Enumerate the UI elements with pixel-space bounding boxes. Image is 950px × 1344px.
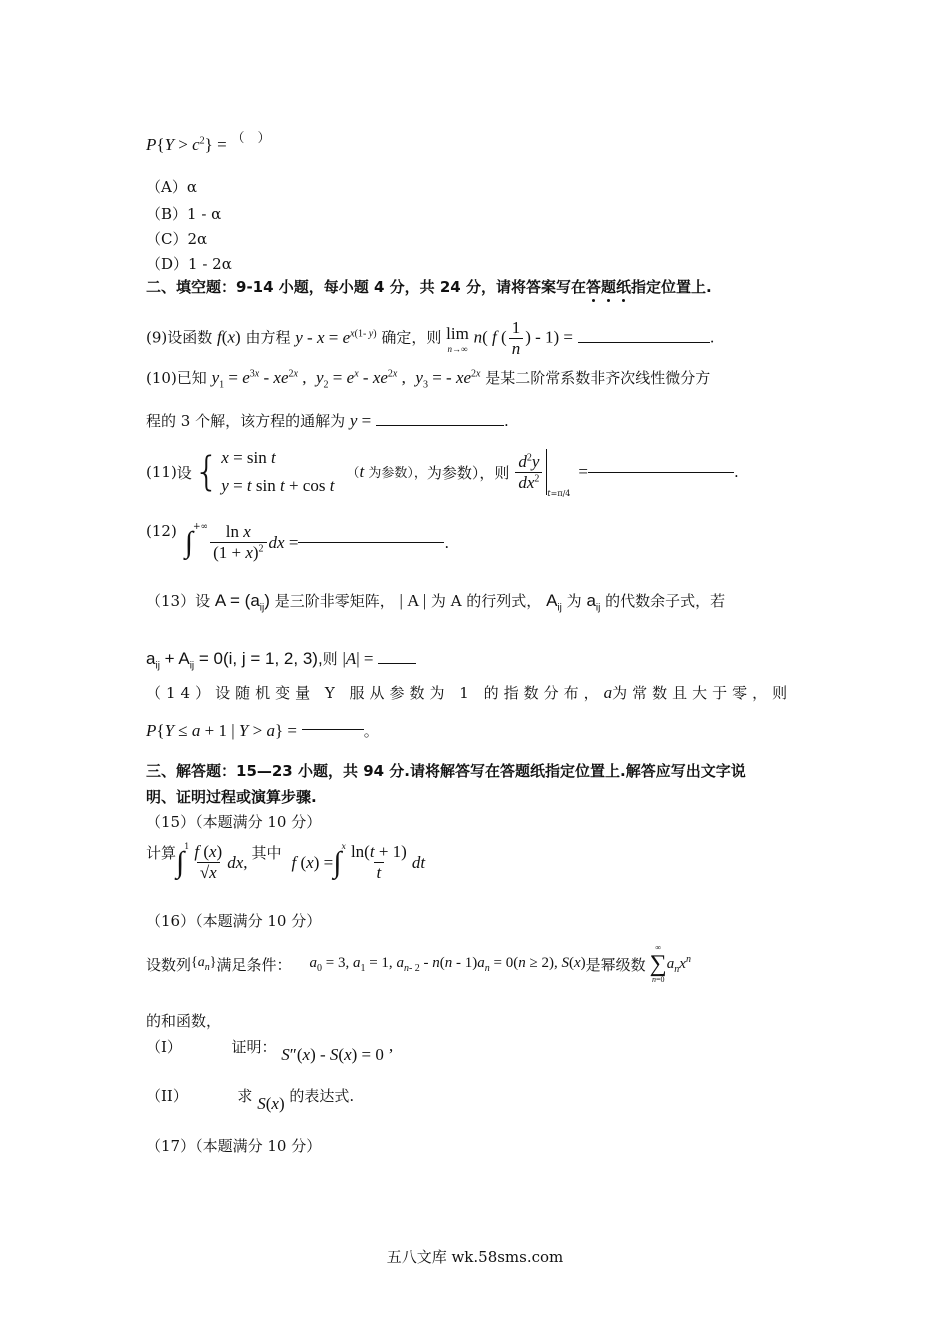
question-13-cont: $a_{ij} + A_{ij} = 0(i$, j = 1, 2, 3),则 |A| = (146, 648, 416, 671)
option-b: （B）1 - α (146, 205, 222, 223)
question-13: （13）设 $A = (a_{ij})$ 是三阶非零矩阵， | A | 为 A 的行列式， $A_{ij}$ 为 $a_{ij}$ 的代数余子式，若 (146, 591, 726, 614)
prev-question: $P\{Y > c^2\}$ = （ ） (146, 131, 271, 154)
answer-blank-13[interactable] (378, 663, 416, 664)
question-16: 设数列 $\{a_n\}$ 满足条件： $a_0 = 3$, $a_1 = 1$, $a_{n- 2} - n(n - 1)a_n = 0(n \ge 2)$, S(x) 是幂级数 ∞ ∑ n=0 $a_nx^n$ (146, 943, 691, 984)
question-15-head: （15）（本题满分 10 分） (146, 813, 322, 831)
footer-watermark: 五八文库 wk.58sms.com (386, 1248, 564, 1266)
section2-heading: 二、填空题：9-14 小题，每小题 4 分，共 24 分，请将答案写在答题纸指定位置上. (146, 278, 712, 296)
answer-paren: （ ） (231, 131, 271, 146)
question-14-cont: P{Y ≤ a + 1 | Y > a} = 。 (146, 721, 379, 740)
answer-blank-10[interactable] (376, 425, 504, 426)
question-11: (11) 设 { x = sin t y = t sin t + cos t （t 为参数）， 为参数），则 $\frac{d^2y}{dx^2}$ t=π/4 = . (146, 448, 739, 498)
section3-heading: 三、解答题：15—23 小题，共 94 分.请将解答写在答题纸指定位置上.解答应写出文字说 (146, 762, 746, 780)
option-c: （C）2α (146, 230, 208, 248)
answer-blank-14[interactable] (302, 729, 364, 730)
section3-heading-cont: 明、证明过程或演算步骤. (146, 788, 317, 806)
option-a: （A）α (146, 178, 197, 196)
question-14: （14）设随机变量 Y 服从参数为 1 的指数分布，a为常数且大于零，则 (146, 683, 793, 702)
dotted-emphasis: 答题纸 (585, 278, 632, 296)
question-10-cont: 程的 3 个解，该方程的通解为 y = . (146, 411, 509, 430)
answer-blank-11[interactable] (588, 472, 734, 473)
option-d: （D）1 - 2α (146, 255, 232, 273)
answer-blank-12[interactable] (298, 542, 444, 543)
question-16-part1: （I） 证明： S″(x) - S(x) = 0 ’ (146, 1038, 394, 1064)
question-16-head: （16）（本题满分 10 分） (146, 912, 322, 930)
question-17-head: （17）（本题满分 10 分） (146, 1137, 322, 1155)
question-9: (9)设函数 f(x) 由方程 $y - x = e^{x(1- y)}$ 确定，则 lim n→∞ n( f ( $\frac{1}{n}$ ) - 1) = . (146, 318, 715, 358)
question-16-part2: （II） 求 S(x) 的表达式. (146, 1087, 355, 1113)
question-12: (12) ∫ +∞ $\frac{\text{ln x}}{(1 + x)^2}$ dx = . (146, 522, 450, 562)
answer-blank-9[interactable] (578, 342, 710, 343)
question-10: (10)已知 $y_1 = e^{3x} - xe^{2x}$ , $y_2 = e^x - xe^{2x}$ , $y_3$ = - $xe^{2x}$ 是某二阶常系数非齐次线性微分方 (146, 368, 711, 391)
question-15: 计算 ∫ 1 $\frac{f (x)}{√x}$ dx, 其中 f (x) = ∫ x $\frac{\ln(t + 1)}{t}$ dt (146, 842, 426, 882)
question-16-cont: 的和函数， (146, 1012, 222, 1030)
